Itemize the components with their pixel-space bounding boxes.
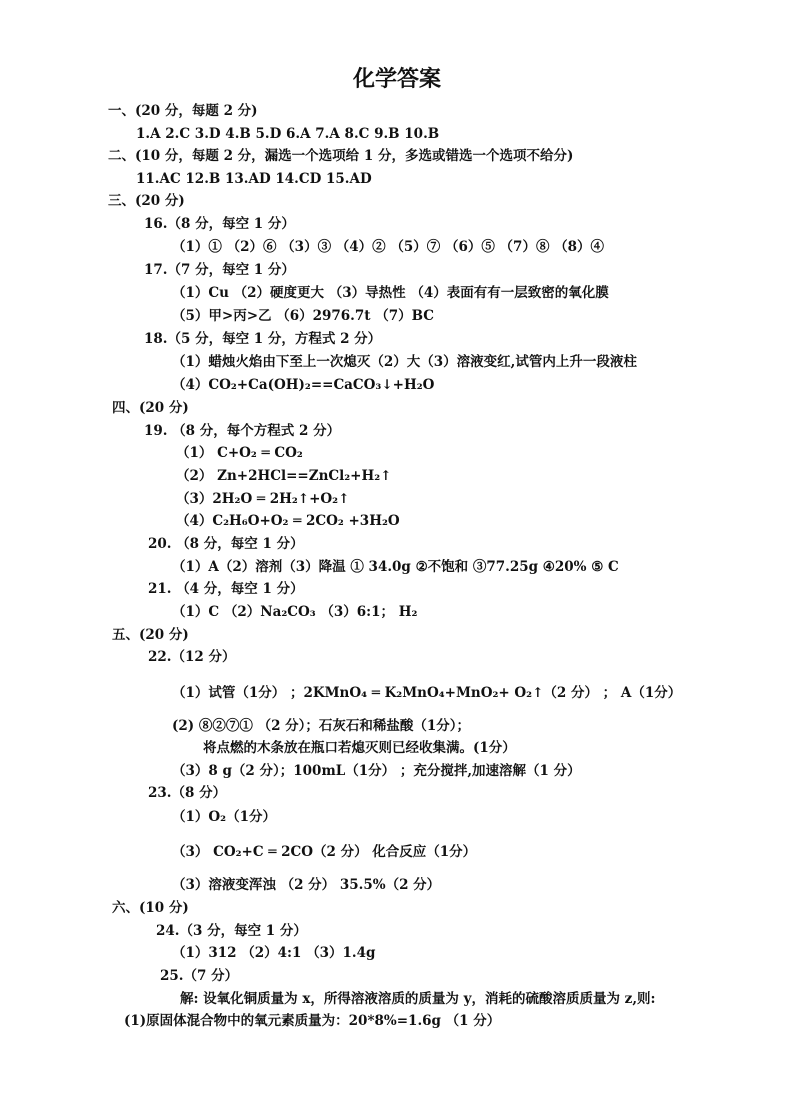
section-2-header: 二、(10 分，每题 2 分，漏选一个选项给 1 分，多选或错选一个选项不给分)	[108, 148, 574, 164]
q24-header: 24.（3 分，每空 1 分）	[156, 923, 307, 939]
section-4-header: 四、(20 分)	[112, 400, 189, 416]
section-2-answers: 11.AC 12.B 13.AD 14.CD 15.AD	[136, 171, 372, 187]
q17-line-1: （1）Cu （2）硬度更大 （3）导热性 （4）表面有有一层致密的氧化膜	[172, 285, 609, 301]
q23-line-2: （3） CO₂+C ═ 2CO（2 分） 化合反应（1分）	[172, 844, 477, 860]
q22-line-4: （3）8 g（2 分）；100mL（1分） ；充分搅拌,加速溶解（1 分）	[172, 763, 581, 779]
q22-header: 22.（12 分）	[148, 649, 236, 665]
q24-line-1: （1）312 （2）4:1 （3）1.4g	[172, 945, 376, 961]
q19-line-4: （4）C₂H₆O+O₂ ═ 2CO₂ +3H₂O	[176, 513, 400, 529]
q25-line-2: (1)原固体混合物中的氧元素质量为：20*8%=1.6g （1 分）	[124, 1013, 501, 1029]
q21-header: 21. （4 分，每空 1 分）	[148, 581, 304, 597]
q19-line-1: （1） C+O₂ ═ CO₂	[176, 445, 303, 461]
q23-line-3: （3）溶液变浑浊 （2 分） 35.5%（2 分）	[172, 877, 441, 893]
q23-line-1: （1）O₂（1分）	[172, 809, 276, 825]
q18-header: 18.（5 分，每空 1 分，方程式 2 分）	[144, 331, 382, 347]
q25-header: 25.（7 分）	[160, 968, 239, 984]
q19-header: 19. （8 分，每个方程式 2 分）	[144, 423, 341, 439]
q22-line-3: 将点燃的木条放在瓶口若熄灭则已经收集满。(1分）	[203, 740, 516, 756]
section-3-header: 三、(20 分)	[108, 193, 185, 209]
q19-line-3: （3）2H₂O ═ 2H₂↑+O₂↑	[176, 491, 350, 507]
q18-line-1: （1）蜡烛火焰由下至上一次熄灭（2）大（3）溶液变红,试管内上升一段液柱	[172, 354, 637, 370]
q17-header: 17.（7 分，每空 1 分）	[144, 262, 295, 278]
q22-line-1: （1）试管（1分） ；2KMnO₄ ═ K₂MnO₄+MnO₂+ O₂↑（2 分） ； A（1分）	[172, 685, 682, 701]
q18-line-2: （4）CO₂+Ca(OH)₂==CaCO₃↓+H₂O	[172, 377, 435, 393]
q17-line-2: （5）甲>丙>乙 （6）2976.7t （7）BC	[172, 308, 435, 324]
section-1-answers: 1.A 2.C 3.D 4.B 5.D 6.A 7.A 8.C 9.B 10.B	[136, 126, 440, 142]
q20-header: 20. （8 分，每空 1 分）	[148, 536, 304, 552]
q20-line-1: （1）A（2）溶剂（3）降温 ① 34.0g ②不饱和 ③77.25g ④20% ⑤ C	[172, 559, 619, 575]
section-1-header: 一、(20 分，每题 2 分)	[108, 103, 258, 119]
q23-header: 23.（8 分）	[148, 785, 227, 801]
section-6-header: 六、(10 分)	[112, 900, 189, 916]
q16-header: 16.（8 分，每空 1 分）	[144, 216, 295, 232]
q22-line-2: (2) ⑧②⑦① （2 分）；石灰石和稀盐酸（1分）；	[172, 718, 471, 734]
q16-answers: （1）① （2）⑥ （3）③ （4）② （5）⑦ （6）⑤ （7）⑧ （8）④	[172, 239, 605, 255]
q21-line-1: （1）C （2）Na₂CO₃ （3）6:1； H₂	[172, 604, 418, 620]
page-title: 化学答案	[352, 67, 441, 92]
q25-line-1: 解: 设氧化铜质量为 x，所得溶液溶质的质量为 y，消耗的硫酸溶质质量为 z,则:	[180, 991, 656, 1007]
q19-line-2: （2） Zn+2HCl==ZnCl₂+H₂↑	[176, 468, 392, 484]
section-5-header: 五、(20 分)	[112, 627, 189, 643]
